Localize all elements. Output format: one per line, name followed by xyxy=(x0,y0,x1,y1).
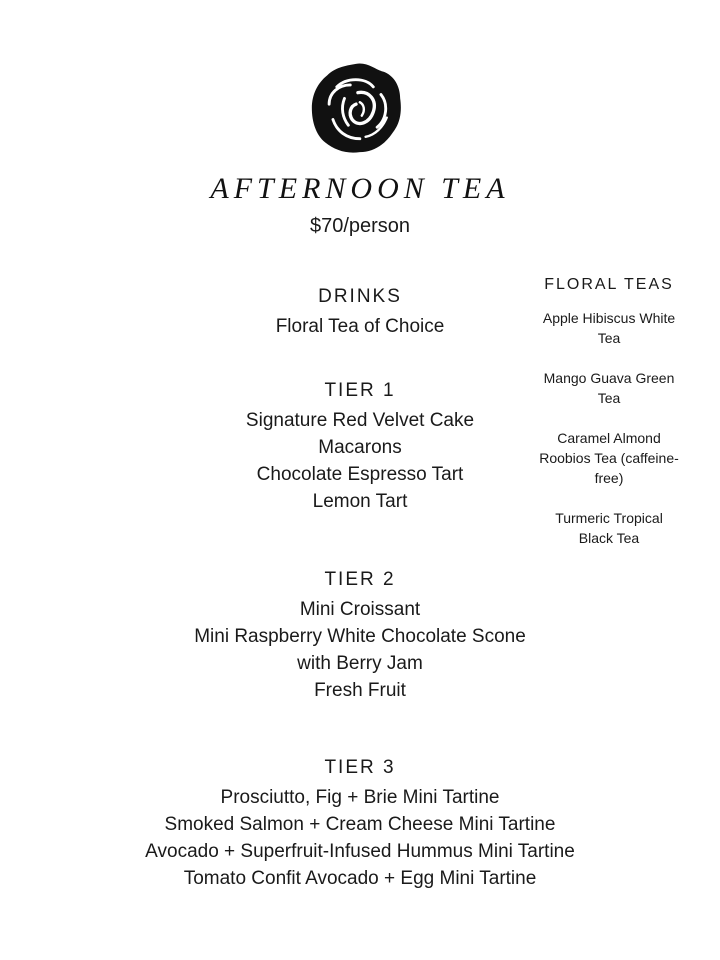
rose-logo-icon xyxy=(308,60,404,156)
menu-item: with Berry Jam xyxy=(297,653,423,674)
menu-price: $70/person xyxy=(309,215,411,237)
section-heading: TIER 1 xyxy=(324,380,396,401)
menu-item: Macarons xyxy=(318,437,402,458)
menu-title: AFTERNOON TEA xyxy=(210,172,510,205)
tea-line: Apple Hibiscus White xyxy=(542,310,676,326)
menu-item: Tomato Confit Avocado + Egg Mini Tartine xyxy=(183,868,537,889)
section-tier-3 xyxy=(0,756,720,892)
menu-item: Floral Tea of Choice xyxy=(275,316,445,337)
menu-item: Mini Croissant xyxy=(299,599,421,620)
menu-item: Mini Raspberry White Chocolate Scone xyxy=(194,626,526,647)
tea-item xyxy=(524,308,694,348)
menu-item: Fresh Fruit xyxy=(314,680,406,701)
tea-line: Black Tea xyxy=(578,530,640,546)
tea-line: Tea xyxy=(597,390,621,406)
tea-line: Mango Guava Green xyxy=(543,370,675,386)
menu-item: Signature Red Velvet Cake xyxy=(245,410,475,431)
tea-line: Caramel Almond xyxy=(557,430,661,446)
tea-line: Roobios Tea (caffeine- xyxy=(539,450,679,466)
section-heading: TIER 3 xyxy=(324,757,396,778)
tea-item xyxy=(524,508,694,548)
tea-line: free) xyxy=(594,470,624,486)
tea-line: Tea xyxy=(597,330,621,346)
tea-item xyxy=(524,428,694,488)
menu-item: Chocolate Espresso Tart xyxy=(256,464,464,485)
floral-teas-heading: FLORAL TEAS xyxy=(544,276,674,293)
section-heading: TIER 2 xyxy=(324,569,396,590)
menu-item: Smoked Salmon + Cream Cheese Mini Tartine xyxy=(164,814,556,835)
section-tier-2 xyxy=(0,568,720,704)
section-heading: DRINKS xyxy=(318,286,402,307)
tea-item xyxy=(524,368,694,408)
floral-teas-panel xyxy=(524,274,694,568)
tea-line: Turmeric Tropical xyxy=(555,510,663,526)
menu-item: Lemon Tart xyxy=(312,491,408,512)
menu-item: Avocado + Superfruit-Infused Hummus Mini Tartine xyxy=(145,841,575,862)
menu-item: Prosciutto, Fig + Brie Mini Tartine xyxy=(220,787,500,808)
